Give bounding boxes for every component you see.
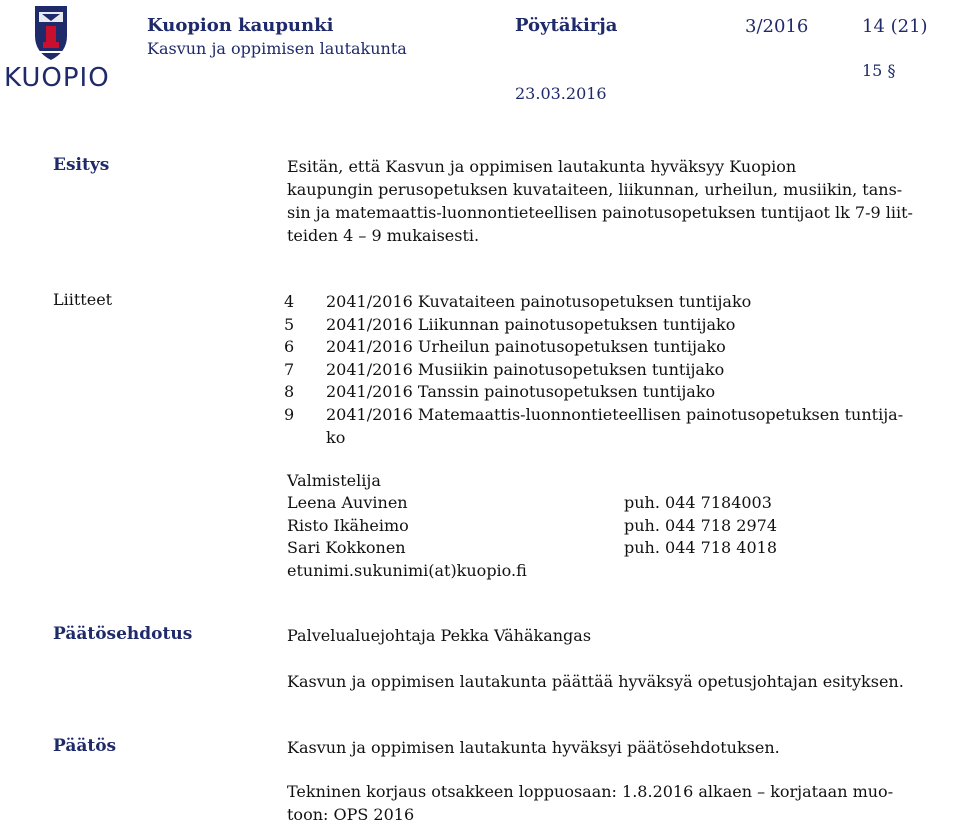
- attachment-number: 6: [284, 337, 295, 356]
- attachment-number: 4: [284, 292, 295, 311]
- liitteet-label: Liitteet: [53, 290, 113, 309]
- logo-text: KUOPIO: [4, 63, 110, 93]
- doc-number: 3/2016: [745, 16, 809, 37]
- attachment-number: 7: [284, 360, 295, 379]
- attachment-text: 2041/2016 Tanssin painotusopetuksen tuntijako: [326, 382, 716, 401]
- coat-of-arms-icon: [2, 2, 100, 64]
- paatosehdotus-label: Päätösehdotus: [53, 624, 193, 644]
- page-number: 14 (21): [862, 16, 928, 37]
- proposer: Palvelualuejohtaja Pekka Vähäkangas: [287, 626, 592, 645]
- contact-phone: puh. 044 718 2974: [624, 516, 777, 535]
- contact-name: Risto Ikäheimo: [287, 516, 409, 535]
- esitys-line: Esitän, että Kasvun ja oppimisen lautakunta hyväksyy Kuopion: [287, 157, 797, 176]
- attachment-text: 2041/2016 Urheilun painotusopetuksen tuntijako: [326, 337, 726, 356]
- esitys-line: teiden 4 – 9 mukaisesti.: [287, 226, 480, 245]
- board-name: Kasvun ja oppimisen lautakunta: [147, 39, 407, 58]
- attachment-text: 2041/2016 Kuvataiteen painotusopetuksen tuntijako: [326, 292, 752, 311]
- attachment-item: [284, 290, 751, 313]
- attachment-text: 2041/2016 Liikunnan painotusopetuksen tuntijako: [326, 315, 736, 334]
- contact-email: etunimi.sukunimi(at)kuopio.fi: [287, 561, 527, 580]
- attachment-item: [284, 335, 726, 358]
- esitys-line: kaupungin perusopetuksen kuvataiteen, liikunnan, urheilun, musiikin, tans-: [287, 180, 903, 199]
- contact-phone: puh. 044 7184003: [624, 493, 772, 512]
- proposal-text: Kasvun ja oppimisen lautakunta päättää hyväksyä opetusjohtajan esityksen.: [287, 672, 904, 691]
- contact-name: Leena Auvinen: [287, 493, 408, 512]
- contact-name: Sari Kokkonen: [287, 538, 406, 557]
- contact-phone: puh. 044 718 4018: [624, 538, 777, 557]
- attachment-item: [284, 403, 903, 426]
- esitys-line: sin ja matemaattis-luonnontieteellisen painotusopetuksen tuntijaot lk 7-9 liit-: [287, 203, 913, 222]
- decision-text: Kasvun ja oppimisen lautakunta hyväksyi päätösehdotuksen.: [287, 738, 780, 757]
- correction-line: Tekninen korjaus otsakkeen loppuosaan: 1.8.2016 alkaen – korjataan muo-: [287, 782, 894, 801]
- org-name: Kuopion kaupunki: [147, 15, 334, 36]
- attachment-continuation: ko: [326, 428, 346, 447]
- correction-line: toon: OPS 2016: [287, 805, 415, 824]
- esitys-text: [287, 155, 952, 247]
- attachment-text: 2041/2016 Musiikin painotusopetuksen tuntijako: [326, 360, 725, 379]
- attachment-text: 2041/2016 Matemaattis-luonnontieteellisen painotusopetuksen tuntija-: [326, 405, 904, 424]
- attachment-item: [284, 313, 735, 336]
- kuopio-logo: [2, 2, 110, 93]
- attachment-number: 5: [284, 315, 295, 334]
- meeting-date: 23.03.2016: [515, 84, 607, 103]
- paatos-label: Päätös: [53, 736, 117, 756]
- attachment-item: [284, 358, 724, 381]
- section-number: 15 §: [862, 61, 896, 80]
- decision-correction: [287, 780, 952, 826]
- attachment-number: 9: [284, 405, 295, 424]
- attachment-number: 8: [284, 382, 295, 401]
- attachment-item: [284, 380, 715, 403]
- esitys-label: Esitys: [53, 155, 110, 175]
- valmistelija-label: Valmistelija: [287, 471, 381, 490]
- doc-type: Pöytäkirja: [515, 15, 618, 36]
